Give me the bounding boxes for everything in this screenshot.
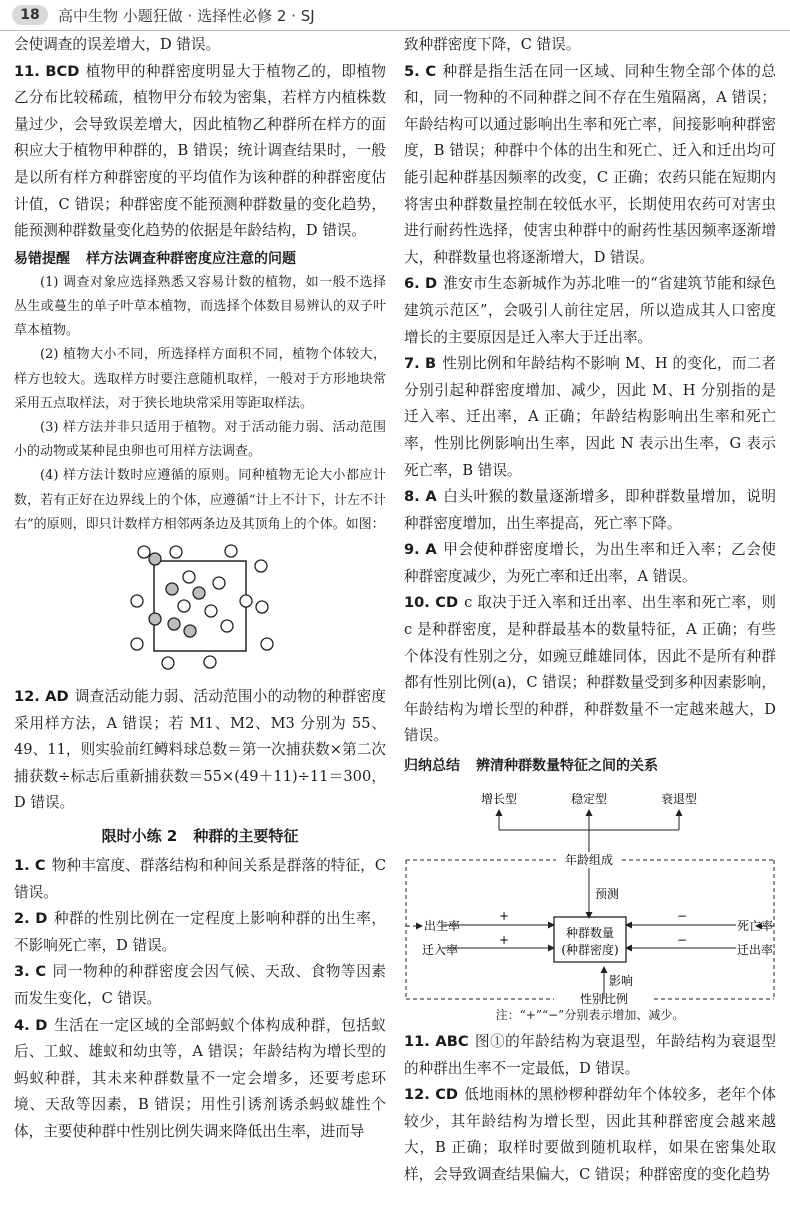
answer-number: 9. A: [404, 541, 437, 559]
tip-item: (1) 调查对象应选择熟悉又容易计数的植物，如一般不选择丛生或蔓生的单子叶草本植物，而选择个体数目易辨认的双子叶草本植物。: [14, 274, 386, 339]
tip-item: (3) 样方法并非只适用于植物。对于活动能力弱、活动范围小的动物或某种昆虫卵也可用样方法调查。: [14, 419, 386, 460]
section-name: 种群的主要特征: [193, 826, 299, 845]
summary-heading: [404, 754, 776, 778]
answer-text: 低地雨林的黑桫椤种群幼年个体较多，老年个体较少，其年龄结构为增长型，因此其种群密度会越来越大，B 正确；取样时要做到随机取样，如果在密集处取样，会导致调查结果偏大，C 错误；种群密度的变化趋势: [404, 1086, 776, 1183]
population-relations-diagram: [404, 780, 776, 1005]
sign-immigration: +: [498, 933, 510, 948]
answer-text: 同一物种的种群密度会因气候、天敌、食物等因素而发生变化，C 错误。: [14, 963, 386, 1007]
section-label: 限时小练 2: [101, 826, 178, 845]
answer-number: 12. AD: [14, 687, 69, 705]
individual-outside: [138, 546, 150, 558]
answer-item: [14, 906, 386, 959]
answer-text: c 取决于迁入率和迁出率、出生率和死亡率，则 c 是种群密度，是种群最基本的数量特征，A 正确；有些个体没有性别之分，如豌豆雌雄同体，因此不是所有种群都有性别比例(a)，C 错误；种群数量受到多种因素影响，年龄结构为增长型的种群，种群数量不一定越来越大，D 错误。: [404, 594, 776, 745]
answer-text: 物种丰富度、群落结构和种间关系是群落的特征，C 错误。: [14, 856, 386, 901]
label-declining: 衰退型: [660, 792, 698, 807]
quadrat-square: [154, 561, 246, 651]
summary-label: 归纳总结: [404, 758, 460, 775]
tip-item: (2) 植物大小不同，所选择样方面积不同，植物个体较大，样方也较大。选取样方时要注意随机取样，一般对于方形地块常采用五点取样法，对于狭长地块常采用等距取样法。: [14, 347, 386, 411]
answer-number: 6. D: [404, 275, 438, 293]
answer-number: 5. C: [404, 62, 437, 80]
answer-number: 2. D: [14, 910, 48, 928]
tip-title: 样方法调查种群密度应注意的问题: [86, 250, 296, 267]
sign-birth: +: [498, 909, 510, 924]
individual-outside: [225, 545, 237, 557]
answer-number: 11. ABC: [404, 1033, 469, 1051]
label-affect: 影响: [609, 974, 634, 989]
answer-item: [404, 484, 776, 537]
answer-text: 种群是指生活在同一区域、同种生物全部个体的总和，同一物种的不同种群之间不存在生殖隔离，A 错误；年龄结构可以通过影响出生率和死亡率，间接影响种群密度，B 错误；种群中个体的出生和死亡、迁入和迁出均可能引起种群基因频率的改变，C 正确；农药只能在短期内将害虫种群数量控制在较低水平，长期使用农药可对害虫进行耐药性选择，使害虫种群中的耐药性基因频率逐渐增大，种群数量也将逐渐增大，D 错误。: [404, 62, 776, 266]
answer-text: 调查活动能力弱、活动范围小的动物的种群密度采用样方法，A 错误；若 M1、M2、M3 分别为 55、49、11，则实验前红鳟料球总数＝第一次捕获数×第二次捕获数÷标志后重新捕获数＝55×(49＋11)÷11＝300，D 错误。: [14, 687, 386, 812]
tip-heading: [14, 247, 386, 271]
section-title: [14, 821, 386, 851]
individual-counted: [168, 618, 180, 630]
continued-text: 致种群密度下降，C 错误。: [404, 36, 581, 53]
answer-text: 白头叶猴的数量逐渐增多，即种群数量增加，说明种群密度增加，出生率提高，死亡率下降。: [404, 488, 776, 532]
individual-outside: [131, 595, 143, 607]
summary-title: 辨清种群数量特征之间的关系: [476, 758, 658, 775]
running-head: 高中生物 小题狂做 · 选择性必修 2 · SJ: [58, 7, 315, 25]
answer-text: 性别比例和年龄结构不影响 M、H 的变化，而二者分别引起种群密度增加、减少，因此 M、H 分别指的是迁入率、迁出率，A 正确；年龄结构影响出生率和死亡率，性别比例影响出生率，因此 N 表示出生率，G 表示死亡率，B 错误。: [404, 355, 776, 479]
quadrat-svg: [14, 541, 386, 676]
label-predict: 预测: [595, 887, 620, 902]
sign-emigration: −: [676, 933, 688, 948]
center-line-1: 种群数量: [565, 926, 615, 941]
individual-counted: [149, 553, 161, 565]
answer-11: [14, 59, 386, 245]
individual-inside: [178, 600, 190, 612]
individual-outside: [170, 546, 182, 558]
answer-item: [14, 1013, 386, 1146]
sign-death: −: [676, 909, 688, 924]
answer-item: [404, 1082, 776, 1188]
individual-inside: [221, 620, 233, 632]
answer-number: 12. CD: [404, 1086, 459, 1104]
individual-outside: [261, 638, 273, 650]
error-tip-box: [14, 247, 386, 537]
label-death-rate: 死亡率: [737, 919, 774, 934]
label-stable: 稳定型: [570, 792, 608, 807]
individual-outside: [255, 560, 267, 572]
individual-outside: [162, 657, 174, 669]
answer-text: 图①的年龄结构为衰退型，年龄结构为衰退型的种群出生率不一定最低，D 错误。: [404, 1033, 776, 1077]
answer-text: 甲会使种群密度增长，为出生率和迁入率；乙会使种群密度减少，为死亡率和迁出率，A 错误。: [404, 541, 776, 585]
tip-item: (4) 样方法计数时应遵循的原则。同种植物无论大小都应计数，若有正好在边界线上的个体，应遵循“计上不计下，计左不计右”的原则，即只计数样方相邻两条边及其顶角上的个体。如图：: [14, 468, 386, 532]
individual-counted: [149, 613, 161, 625]
answer-number: 11. BCD: [14, 62, 80, 80]
page-number: 18: [12, 5, 48, 25]
answer-number: 3. C: [14, 963, 47, 981]
answer-number: 8. A: [404, 488, 437, 506]
counted-individuals: [149, 553, 205, 637]
individual-inside: [205, 605, 217, 617]
individual-outside: [204, 656, 216, 668]
label-birth-rate: 出生率: [424, 919, 461, 934]
individual-inside: [213, 577, 225, 589]
answer-text: 生活在一定区域的全部蚂蚁个体构成种群，包括蚁后、工蚁、雄蚁和幼虫等，A 错误；年龄结构为增长型的蚂蚁种群，其未来种群数量不一定会增多，还要考虑环境、天敌等因素，B 错误；用性引诱剂诱杀蚂蚁雄性个体，主要使种群中性别比例失调来降低出生率，进而导: [14, 1016, 386, 1140]
answer-text: 淮安市生态新城作为苏北唯一的“省建筑节能和绿色建筑示范区”，会吸引人前往定居，所以造成其人口密度增长的主要原因是迁入率大于迁出率。: [404, 275, 776, 346]
label-sex-ratio: 性别比例: [579, 992, 629, 1006]
center-line-2: (种群密度): [561, 943, 619, 958]
individual-counted: [184, 625, 196, 637]
answer-12: [14, 684, 386, 817]
answer-item: [404, 1029, 776, 1082]
answer-text: 种群的性别比例在一定程度上影响种群的出生率，不影响死亡率，D 错误。: [14, 910, 386, 954]
individual-on-edge: [240, 595, 252, 607]
answer-item: [404, 271, 776, 351]
relations-svg: [404, 780, 776, 1005]
answer-item: [404, 590, 776, 750]
individual-outside: [131, 638, 143, 650]
quadrat-figure: [14, 541, 386, 676]
label-immigration-rate: 迁入率: [422, 943, 459, 958]
individual-counted: [193, 587, 205, 599]
individual-outside: [256, 601, 268, 613]
answer-item: [14, 853, 386, 906]
inside-individuals: [178, 571, 252, 632]
diagram-note: 注：“+”“−”分别表示增加、减少。: [495, 1008, 685, 1023]
individual-inside: [183, 571, 195, 583]
answer-item: [404, 59, 776, 272]
label-increasing: 增长型: [480, 792, 518, 807]
answer-item: [404, 351, 776, 484]
continued-text: 会使调查的误差增大，D 错误。: [14, 36, 221, 53]
left-column: [14, 32, 386, 1145]
label-age-structure: 年龄组成: [564, 853, 614, 868]
answer-number: 1. C: [14, 856, 46, 874]
answer-text: 植物甲的种群密度明显大于植物乙的，即植物乙分布比较稀疏，植物甲分布较为密集，若样方内植株数量过少，会导致误差增大，因此植物乙种群所在样方的面积应大于植物甲种群的，B 错误；统计调查结果时，一般是以所有样方种群密度的平均值作为该种群的种群密度估计值，C 错误；种群密度不能预测种群数量的变化趋势，能预测种群数量变化趋势的依据是年龄结构，D 错误。: [14, 62, 386, 240]
answer-item: [404, 537, 776, 590]
tip-label: 易错提醒: [14, 250, 70, 267]
answer-number: 10. CD: [404, 594, 459, 612]
answer-number: 7. B: [404, 355, 437, 373]
individual-counted: [166, 583, 178, 595]
page-header: [0, 0, 790, 31]
answer-number: 4. D: [14, 1016, 48, 1034]
answer-item: [14, 959, 386, 1012]
label-emigration-rate: 迁出率: [737, 943, 774, 958]
right-column: [404, 32, 776, 1189]
